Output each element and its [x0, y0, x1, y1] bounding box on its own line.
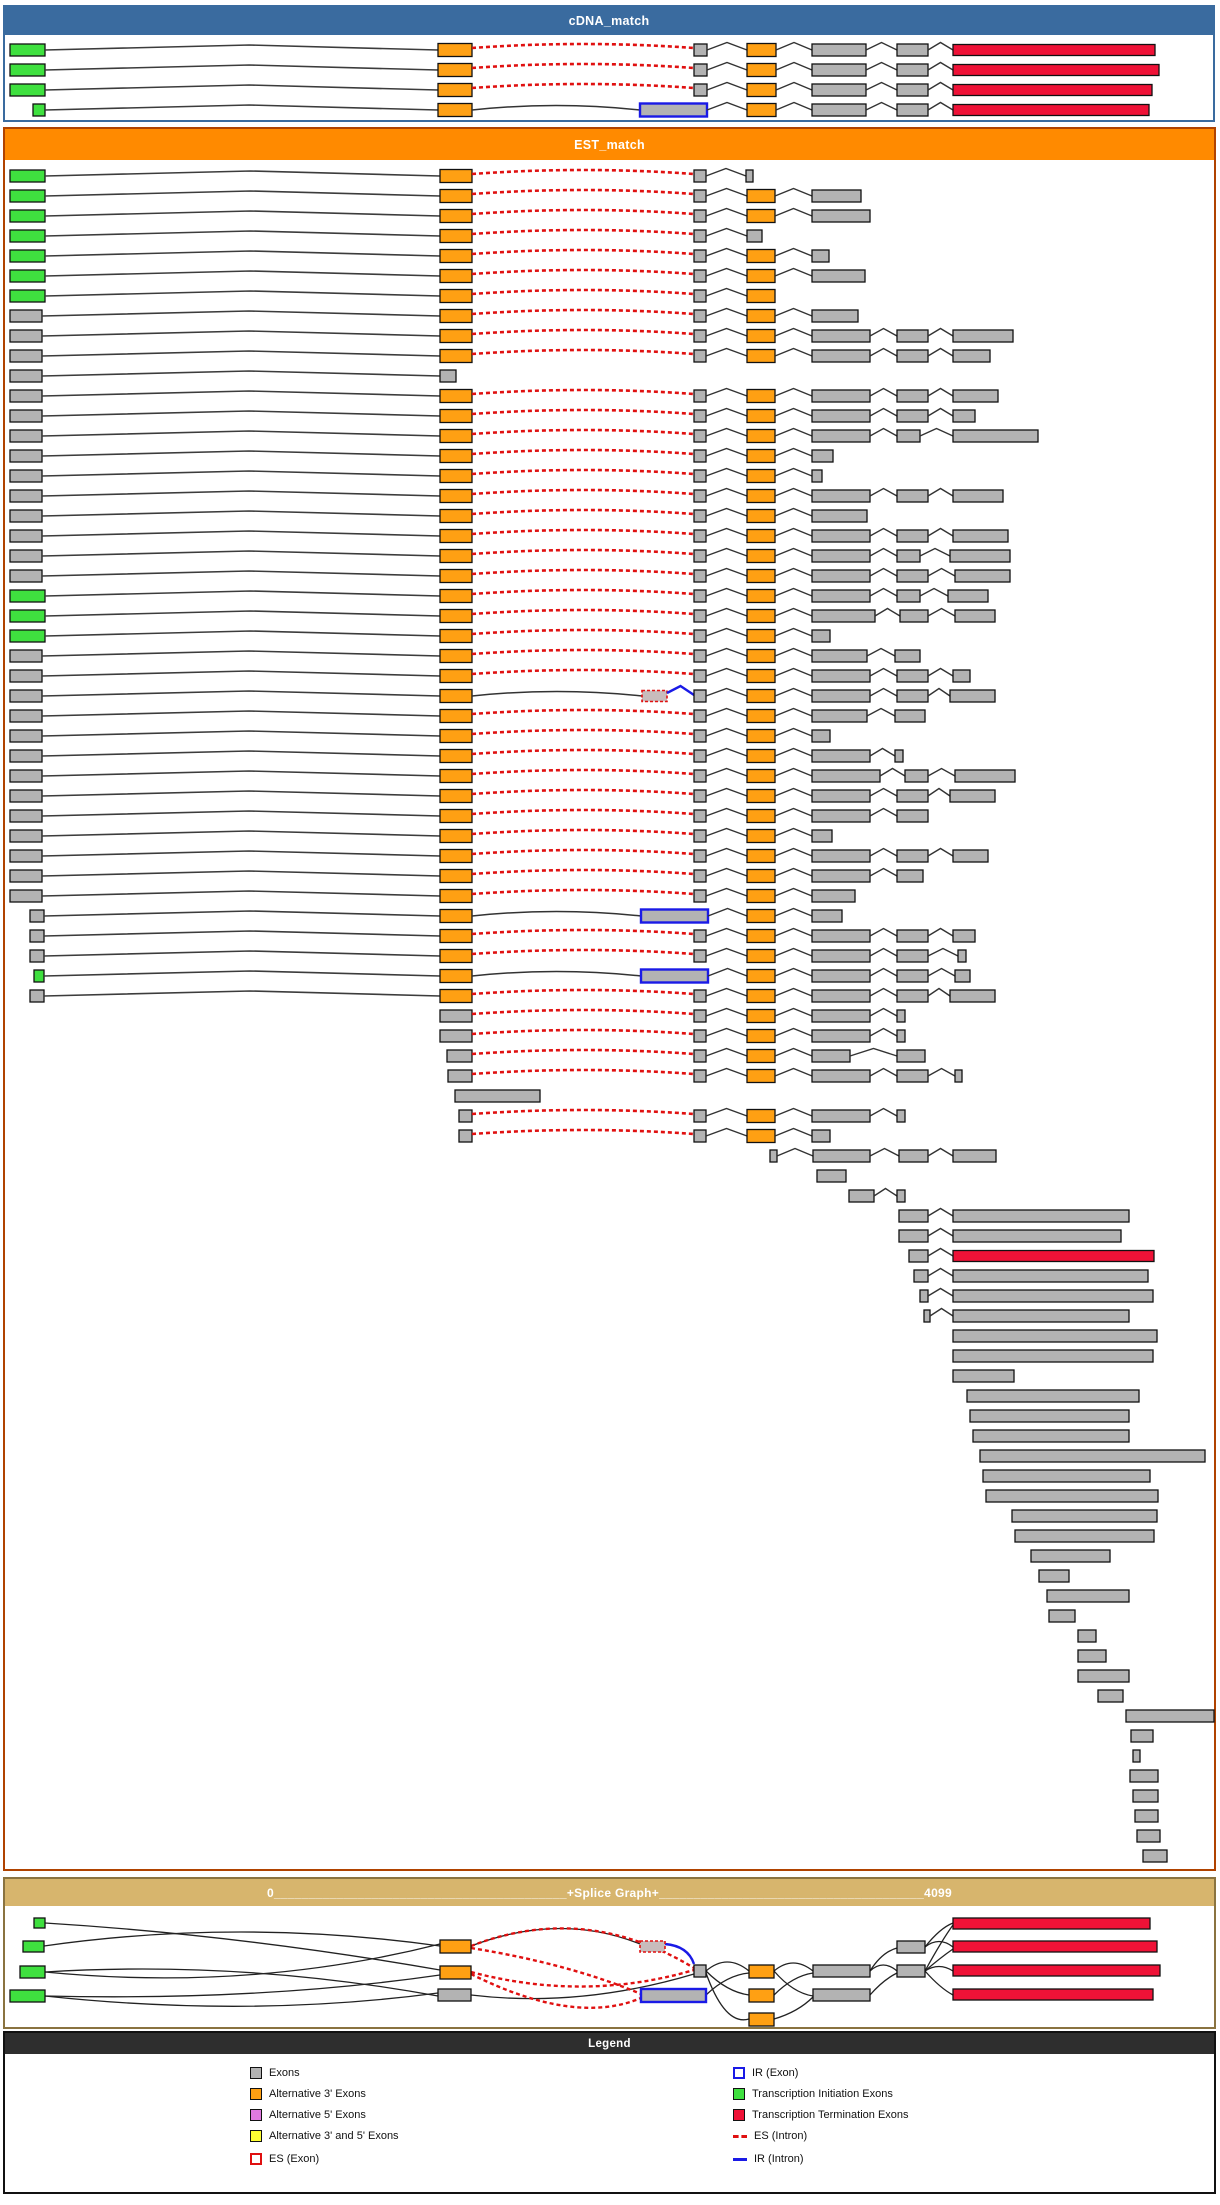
- legend-item: [733, 2109, 909, 2121]
- legend-item-label: ES (Exon): [269, 2153, 320, 2165]
- legend-item: [250, 2109, 366, 2121]
- legend-item-label: ES (Intron): [754, 2130, 808, 2142]
- est-match-header: [5, 129, 1214, 160]
- splice-graph-scale: 0__________________________________________+Splice Graph+______________________________________4099: [266, 1885, 952, 1900]
- legend-item-label: Transcription Initiation Exons: [752, 2088, 893, 2100]
- init-swatch-icon: [733, 2088, 745, 2100]
- legend-title: Legend: [588, 2037, 631, 2050]
- alt3-swatch-icon: [250, 2088, 262, 2100]
- legend-item-label: IR (Exon): [752, 2067, 799, 2079]
- ir-exon-swatch-icon: [733, 2067, 745, 2079]
- legend-item-label: Alternative 5' Exons: [269, 2109, 366, 2121]
- legend-item: [250, 2067, 300, 2079]
- legend-header: [5, 2033, 1214, 2054]
- alt5-swatch-icon: [250, 2109, 262, 2121]
- legend-item-label: Transcription Termination Exons: [752, 2109, 909, 2121]
- est-match-panel: [3, 127, 1216, 1871]
- legend-panel: [3, 2031, 1216, 2194]
- splice-graph-panel: [3, 1877, 1216, 2029]
- legend-item: [250, 2153, 319, 2165]
- legend-item: [250, 2130, 399, 2142]
- legend-item-label: Alternative 3' and 5' Exons: [269, 2130, 399, 2142]
- ir-intron-swatch-icon: [733, 2158, 747, 2161]
- legend-item: [733, 2067, 798, 2079]
- legend-item: [733, 2088, 893, 2100]
- legend-item: [733, 2153, 804, 2165]
- cdna-match-title: cDNA_match: [568, 14, 650, 28]
- legend-item: [250, 2088, 366, 2100]
- exon-swatch-icon: [250, 2067, 262, 2079]
- alt35-swatch-icon: [250, 2130, 262, 2142]
- es-exon-swatch-icon: [250, 2153, 262, 2165]
- legend-item: [733, 2130, 807, 2142]
- splice-graph-header: [5, 1879, 1214, 1906]
- legend-item-label: Alternative 3' Exons: [269, 2088, 366, 2100]
- legend-item-label: IR (Intron): [754, 2153, 804, 2165]
- term-swatch-icon: [733, 2109, 745, 2121]
- est-match-title: EST_match: [574, 137, 645, 152]
- cdna-match-header: [5, 7, 1213, 35]
- legend-item-label: Exons: [269, 2067, 300, 2079]
- es-intron-swatch-icon: [733, 2135, 747, 2138]
- cdna-match-panel: [3, 5, 1215, 122]
